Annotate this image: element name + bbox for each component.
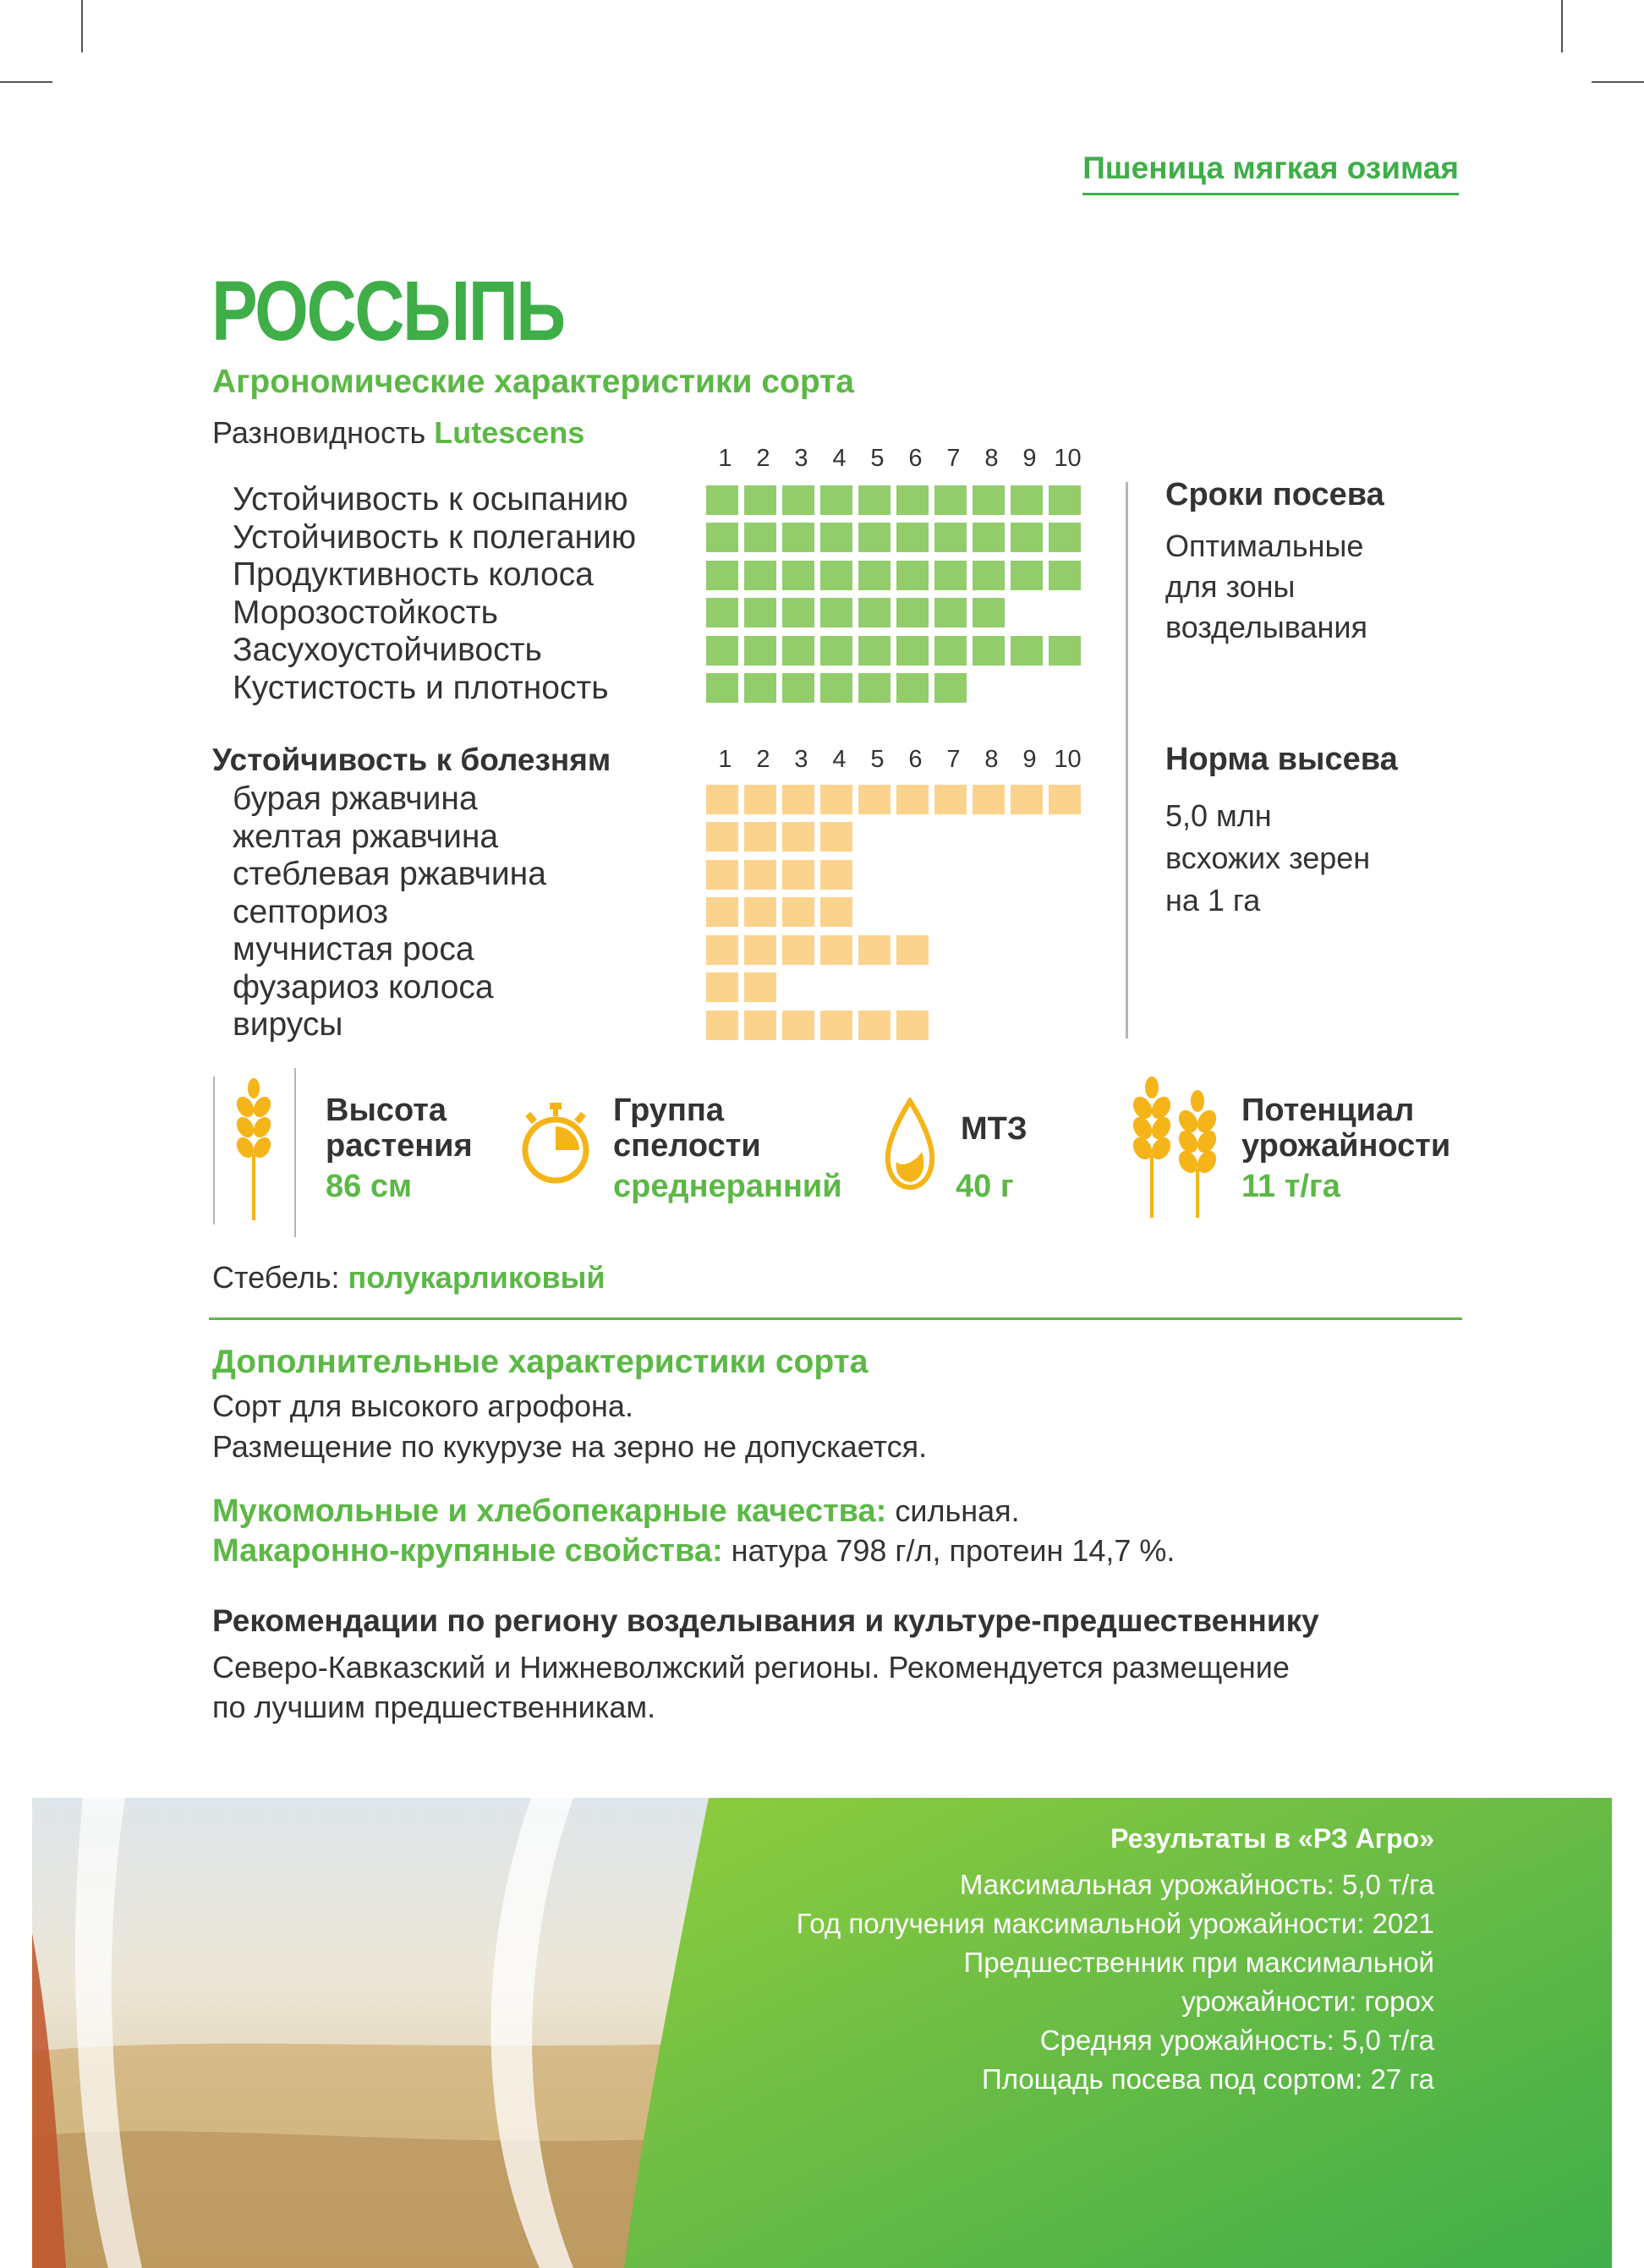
maturity-label — [613, 1093, 761, 1164]
rating-bar — [706, 856, 1087, 894]
rating-square — [820, 897, 852, 927]
rating-square — [934, 636, 967, 666]
rating-square — [820, 860, 852, 890]
rating-square — [973, 561, 1005, 590]
recommendation-title: Рекомендации по региону возделывания и культуре-предшественнику — [212, 1603, 1319, 1638]
results-line: Предшественник при максимальной — [963, 1947, 1434, 1978]
trait-label: Морозостойкость — [233, 594, 498, 631]
rating-square — [1049, 485, 1081, 515]
rating-square — [896, 935, 929, 965]
sowing-time-line: для зоны — [1165, 569, 1296, 604]
rating-bar — [706, 931, 1087, 969]
rating-square — [706, 636, 738, 666]
rating-square — [820, 935, 852, 965]
rating-square — [782, 935, 814, 965]
rating-square — [896, 636, 929, 666]
rating-square — [896, 523, 929, 552]
results-line: Площадь посева под сортом: 27 га — [981, 2063, 1434, 2095]
rating-square — [820, 598, 852, 627]
rating-square — [934, 485, 967, 515]
rating-square — [744, 972, 776, 1002]
stem-info — [212, 1260, 605, 1296]
scale-number: 1 — [718, 746, 732, 773]
baking-quality-value: сильная. — [895, 1493, 1020, 1528]
pasta-quality-label: Макаронно-крупяные свойства: — [212, 1533, 723, 1569]
rating-square — [820, 822, 852, 852]
scale-number: 10 — [1054, 445, 1082, 472]
rating-bar — [706, 1006, 1087, 1044]
scale-number: 8 — [984, 746, 999, 773]
pasta-quality — [212, 1533, 1175, 1570]
rating-square — [782, 485, 814, 515]
agronomic-title: Агрономические характеристики сорта — [212, 364, 854, 400]
crop-mark — [1561, 0, 1563, 52]
scale-number: 4 — [832, 746, 847, 773]
rating-square — [706, 1011, 738, 1040]
results-title: Результаты в «РЗ Агро» — [1110, 1823, 1434, 1854]
maturity-value: среднеранний — [613, 1169, 842, 1204]
sowing-rate-line: всхожих зерен — [1165, 841, 1371, 875]
rating-square — [744, 860, 776, 890]
rating-square — [706, 523, 738, 552]
maturity-label-line: Группа — [613, 1093, 724, 1128]
rating-square — [820, 485, 852, 515]
additional-line: Размещение по кукурузе на зерно не допускается. — [212, 1429, 928, 1464]
sowing-rate-title: Норма высева — [1165, 742, 1398, 777]
rating-square — [858, 523, 890, 552]
crop-mark — [81, 0, 83, 52]
yield-potential-label-line: урожайности — [1241, 1128, 1451, 1164]
rating-bar — [706, 969, 1087, 1007]
subspecies-label: Разновидность — [212, 415, 426, 450]
vertical-divider — [1126, 482, 1128, 1038]
rating-square — [896, 485, 929, 515]
scale-number: 3 — [794, 746, 808, 773]
trait-label: септориоз — [233, 893, 389, 930]
rating-square — [820, 523, 852, 552]
recommendation-line: по лучшим предшественникам. — [212, 1690, 656, 1724]
trait-label: Устойчивость к осыпанию — [233, 481, 628, 518]
rating-square — [820, 785, 852, 814]
rating-square — [744, 523, 776, 552]
additional-line: Сорт для высокого агрофона. — [212, 1389, 633, 1423]
rating-square — [782, 860, 814, 890]
trait-label: стеблевая ржавчина — [233, 856, 546, 892]
scale-number: 4 — [832, 445, 847, 472]
rating-square — [744, 598, 776, 627]
rating-square — [1049, 636, 1081, 666]
stopwatch-icon — [518, 1101, 594, 1186]
rating-bar — [706, 556, 1087, 594]
rating-square — [1011, 523, 1043, 552]
results-line: урожайности: горох — [1181, 1986, 1434, 2017]
rating-square — [744, 485, 776, 515]
rating-square — [782, 822, 814, 852]
rating-square — [896, 598, 929, 627]
stem-label: Стебель: — [212, 1260, 340, 1295]
results-line: Максимальная урожайность: 5,0 т/га — [959, 1869, 1434, 1900]
additional-title: Дополнительные характеристики сорта — [212, 1344, 869, 1380]
rating-square — [934, 523, 967, 552]
rating-square — [706, 561, 738, 590]
divider-line — [213, 1076, 215, 1224]
trait-label: бурая ржавчина — [233, 781, 478, 817]
rating-square — [973, 523, 1005, 552]
sowing-time-title: Сроки посева — [1165, 477, 1384, 512]
rating-bar — [706, 632, 1087, 670]
rating-square — [782, 897, 814, 927]
rating-square — [744, 1011, 776, 1040]
rating-square — [896, 673, 929, 703]
rating-square — [782, 561, 814, 590]
sowing-time-line: Оптимальные — [1165, 529, 1364, 563]
recommendation-line: Северо-Кавказский и Нижневолжский регионы. Рекомендуется размещение — [212, 1650, 1290, 1685]
rating-square — [896, 561, 929, 590]
rating-square — [1011, 561, 1043, 590]
rating-bar — [706, 781, 1087, 819]
rating-square — [706, 822, 738, 852]
rating-square — [706, 935, 738, 965]
results-line: Средняя урожайность: 5,0 т/га — [1039, 2024, 1434, 2056]
rating-square — [706, 972, 738, 1002]
rating-square — [934, 673, 967, 703]
scale-number: 2 — [756, 445, 770, 472]
rating-bar — [706, 594, 1087, 633]
rating-square — [820, 636, 852, 666]
rating-square — [820, 673, 852, 703]
rating-square — [706, 485, 738, 515]
stem-value: полукарликовый — [348, 1260, 606, 1295]
scale-number: 10 — [1054, 746, 1082, 773]
sowing-rate-text — [1165, 795, 1370, 922]
mtz-label: МТЗ — [961, 1111, 1028, 1147]
rating-square — [973, 785, 1005, 814]
rating-square — [1011, 636, 1043, 666]
rating-square — [782, 523, 814, 552]
rating-square — [858, 1011, 890, 1040]
results-line: Год получения максимальной урожайности: 2021 — [796, 1908, 1434, 1939]
scale-number: 9 — [1022, 445, 1037, 472]
rating-square — [1049, 561, 1081, 590]
rating-square — [973, 636, 1005, 666]
divider-line — [294, 1068, 296, 1237]
rating-square — [706, 785, 738, 814]
sowing-rate-line: 5,0 млн — [1165, 798, 1272, 833]
rating-square — [1049, 785, 1081, 814]
wheat-ears-icon — [1126, 1076, 1226, 1219]
rating-square — [858, 673, 890, 703]
sowing-rate-line: на 1 га — [1165, 883, 1261, 918]
trait-label: Продуктивность колоса — [233, 556, 594, 593]
disease-rating-bars — [706, 781, 1087, 1044]
sowing-time-text — [1165, 526, 1367, 648]
subspecies-value: Lutescens — [434, 415, 585, 450]
rating-square — [744, 935, 776, 965]
page-title: РОССЫПЬ — [211, 264, 564, 359]
rating-bar — [706, 481, 1087, 519]
agronomic-rating-bars — [706, 481, 1087, 707]
rating-square — [782, 673, 814, 703]
disease-title: Устойчивость к болезням — [212, 742, 611, 777]
crop-mark — [0, 81, 52, 83]
rating-square — [744, 673, 776, 703]
rating-bar — [706, 519, 1087, 557]
trait-label: желтая ржавчина — [233, 818, 499, 855]
section-divider — [209, 1318, 1462, 1320]
rating-square — [858, 598, 890, 627]
rating-square — [706, 673, 738, 703]
scale-number: 7 — [946, 746, 961, 773]
scale-number: 8 — [984, 445, 999, 472]
trait-label: вирусы — [233, 1006, 343, 1043]
category-tag: Пшеница мягкая озимая — [1082, 151, 1459, 195]
scale-number: 6 — [908, 746, 923, 773]
scale-number: 2 — [756, 746, 770, 773]
scale-number: 9 — [1022, 746, 1037, 773]
rating-square — [744, 897, 776, 927]
mtz-value: 40 г — [956, 1169, 1014, 1204]
rating-square — [782, 785, 814, 814]
rating-square — [820, 561, 852, 590]
rating-square — [858, 485, 890, 515]
yield-potential-label-line: Потенциал — [1241, 1093, 1415, 1128]
rating-square — [858, 785, 890, 814]
trait-label: Засухоустойчивость — [233, 632, 542, 668]
sowing-time-line: возделывания — [1165, 610, 1367, 644]
pasta-quality-value: натура 798 г/л, протеин 14,7 %. — [731, 1533, 1175, 1568]
grain-icon — [883, 1098, 937, 1191]
trait-label: мучнистая роса — [233, 931, 474, 967]
rating-square — [744, 785, 776, 814]
rating-square — [820, 1011, 852, 1040]
rating-square — [1011, 785, 1043, 814]
rating-bar — [706, 894, 1087, 932]
height-label — [326, 1093, 473, 1164]
disease-list — [233, 781, 546, 1044]
rating-square — [782, 636, 814, 666]
height-label-line: растения — [326, 1128, 473, 1164]
crop-mark — [1592, 81, 1644, 83]
subspecies — [212, 415, 584, 451]
rating-square — [858, 935, 890, 965]
yield-potential-value: 11 т/га — [1241, 1169, 1340, 1204]
rating-square — [1049, 523, 1081, 552]
rating-square — [706, 598, 738, 627]
height-value: 86 см — [326, 1169, 413, 1204]
scale-number: 5 — [870, 746, 885, 773]
scale-number: 7 — [946, 445, 961, 472]
rating-square — [744, 636, 776, 666]
rating-square — [934, 785, 967, 814]
yield-potential-label — [1241, 1093, 1450, 1164]
rating-square — [934, 561, 967, 590]
rating-square — [744, 822, 776, 852]
baking-quality — [212, 1493, 1020, 1530]
agronomic-trait-list — [233, 481, 636, 707]
trait-label: Кустистость и плотность — [233, 669, 609, 706]
scale-number: 3 — [794, 445, 808, 472]
rating-square — [782, 598, 814, 627]
scale-numbers — [706, 746, 1087, 774]
maturity-label-line: спелости — [613, 1128, 761, 1164]
rating-square — [934, 598, 967, 627]
rating-bar — [706, 670, 1087, 708]
results-banner — [32, 1798, 1612, 2268]
rating-square — [973, 598, 1005, 627]
rating-square — [896, 1011, 929, 1040]
rating-square — [706, 860, 738, 890]
rating-square — [744, 561, 776, 590]
scale-number: 1 — [718, 445, 732, 472]
rating-square — [706, 897, 738, 927]
rating-square — [1011, 485, 1043, 515]
trait-label: Устойчивость к полеганию — [233, 518, 637, 556]
rating-bar — [706, 819, 1087, 857]
height-label-line: Высота — [326, 1093, 447, 1128]
wheat-ear-icon — [228, 1078, 279, 1222]
scale-numbers — [706, 445, 1087, 473]
rating-square — [973, 485, 1005, 515]
rating-square — [858, 636, 890, 666]
scale-number: 6 — [908, 445, 923, 472]
rating-square — [858, 561, 890, 590]
trait-label: фузариоз колоса — [233, 968, 494, 1005]
rating-square — [782, 1011, 814, 1040]
scale-number: 5 — [870, 445, 885, 472]
baking-quality-label: Мукомольные и хлебопекарные качества: — [212, 1493, 887, 1529]
rating-square — [896, 785, 929, 814]
